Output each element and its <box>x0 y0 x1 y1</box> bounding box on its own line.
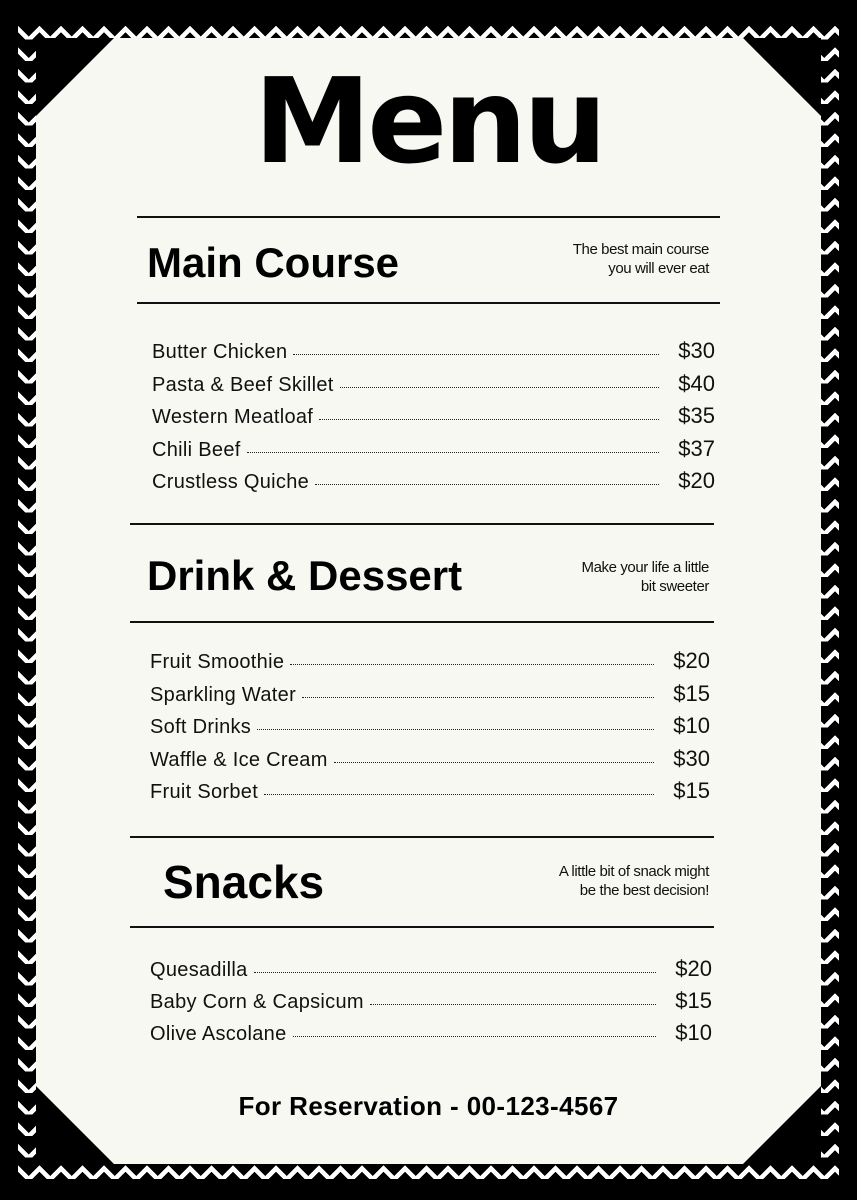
menu-item <box>150 778 710 804</box>
item-price: $30 <box>673 746 710 771</box>
leader-dots <box>290 664 654 665</box>
item-name: Fruit Smoothie <box>150 651 285 673</box>
leader-dots <box>293 1036 657 1037</box>
leader-dots <box>315 484 659 485</box>
section-rule-bottom <box>137 302 720 304</box>
tagline-line: Make your life a little <box>581 559 709 576</box>
leader-dots <box>319 419 659 420</box>
tagline-line: be the best decision! <box>579 882 709 899</box>
section-tagline-main-course <box>449 240 709 278</box>
menu-item <box>150 988 712 1014</box>
section-title-main-course: Main Course <box>147 239 400 286</box>
leader-dots <box>334 762 654 763</box>
tagline-line: you will ever eat <box>608 260 709 277</box>
section-rule-bottom <box>130 926 714 928</box>
tagline-line: bit sweeter <box>640 578 709 595</box>
item-name: Butter Chicken <box>152 341 288 363</box>
item-name: Crustless Quiche <box>152 471 310 493</box>
item-price: $40 <box>678 371 715 396</box>
item-name: Sparkling Water <box>150 684 297 706</box>
menu-item <box>152 468 715 494</box>
item-price: $35 <box>678 403 715 428</box>
menu-item <box>152 371 715 397</box>
item-name: Soft Drinks <box>150 716 252 738</box>
leader-dots <box>370 1004 656 1005</box>
section-tagline-drink-dessert <box>449 558 709 596</box>
section-tagline-snacks <box>429 862 709 900</box>
menu-item <box>150 681 710 707</box>
leader-dots <box>257 729 654 730</box>
leader-dots <box>264 794 654 795</box>
menu-item <box>152 436 715 462</box>
menu-item <box>150 1020 712 1046</box>
menu-item <box>150 648 710 674</box>
item-price: $37 <box>678 436 715 461</box>
item-price: $20 <box>678 468 715 493</box>
item-price: $15 <box>673 681 710 706</box>
item-price: $30 <box>678 338 715 363</box>
section-rule-top <box>130 836 714 838</box>
item-name: Baby Corn & Capsicum <box>150 991 364 1013</box>
menu-item <box>152 403 715 429</box>
item-name: Waffle & Ice Cream <box>150 749 328 771</box>
menu-item <box>150 713 710 739</box>
section-rule-top <box>130 523 714 525</box>
item-name: Chili Beef <box>152 439 241 461</box>
leader-dots <box>254 972 656 973</box>
leader-dots <box>302 697 654 698</box>
leader-dots <box>247 452 659 453</box>
item-price: $15 <box>675 988 712 1013</box>
item-name: Quesadilla <box>150 959 248 981</box>
tagline-line: The best main course <box>572 241 709 258</box>
item-price: $15 <box>673 778 710 803</box>
item-price: $10 <box>675 1020 712 1045</box>
section-title-drink-dessert: Drink & Dessert <box>147 552 463 599</box>
reservation-phone: For Reservation - 00-123-4567 <box>238 1091 619 1121</box>
menu-item <box>150 746 710 772</box>
item-price: $20 <box>675 956 712 981</box>
item-name: Fruit Sorbet <box>150 781 259 803</box>
item-price: $20 <box>673 648 710 673</box>
tagline-line: A little bit of snack might <box>558 863 709 880</box>
section-rule-bottom <box>130 621 714 623</box>
menu-item <box>152 338 715 364</box>
menu-item <box>150 956 712 982</box>
item-name: Western Meatloaf <box>152 406 314 428</box>
item-name: Olive Ascolane <box>150 1023 287 1045</box>
leader-dots <box>293 354 659 355</box>
item-price: $10 <box>673 713 710 738</box>
menu-title: Menu <box>253 52 604 190</box>
section-title-snacks: Snacks <box>163 856 325 908</box>
item-name: Pasta & Beef Skillet <box>152 374 334 396</box>
leader-dots <box>340 387 659 388</box>
section-rule-top <box>137 216 720 218</box>
